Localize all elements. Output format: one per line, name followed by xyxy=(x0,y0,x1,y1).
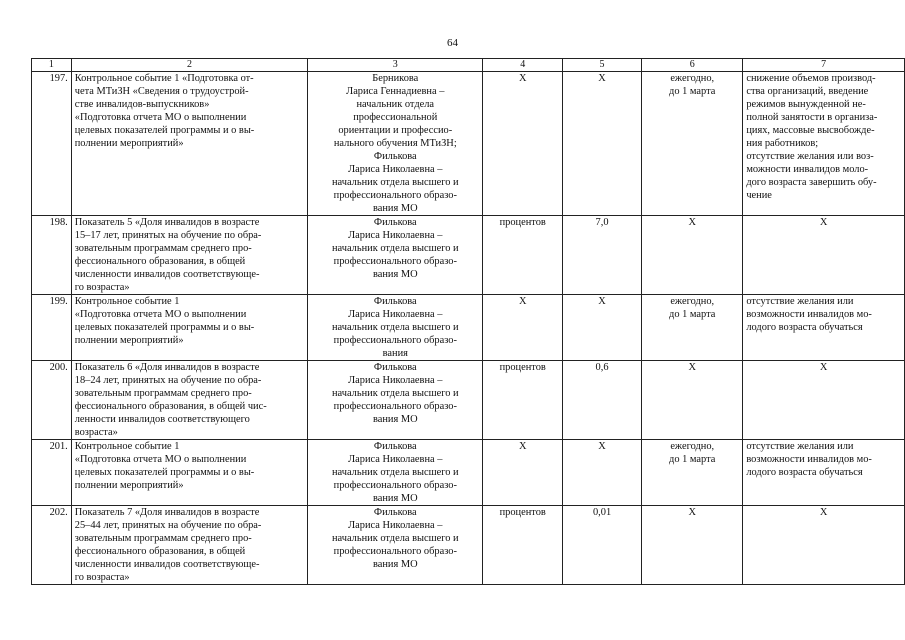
cell-text: начальник отдела xyxy=(356,99,435,110)
cell-text: 200. xyxy=(49,362,68,373)
event-cell xyxy=(71,72,307,216)
cell-text: полнении мероприятий» xyxy=(74,480,184,491)
unit-cell xyxy=(483,506,563,585)
responsible-cell xyxy=(308,295,483,361)
cell-text: 15–17 лет, принятых на обучение по обра- xyxy=(74,230,262,241)
row-number-cell xyxy=(32,440,72,506)
cell-text: целевых показателей программы и о вы- xyxy=(74,125,255,136)
cell-text: Показатель 5 «Доля инвалидов в возрасте xyxy=(74,217,260,228)
cell-text: Лариса Николаевна – xyxy=(348,230,443,241)
event-cell xyxy=(71,440,307,506)
cell-text: Филькова xyxy=(373,362,417,373)
term-cell xyxy=(642,295,743,361)
cell-text: профессиональной xyxy=(353,112,438,123)
cell-text: Лариса Николаевна – xyxy=(348,454,443,465)
cell-text: вания МО xyxy=(372,203,418,214)
header-cell: 2 xyxy=(71,59,307,72)
value-cell xyxy=(563,506,642,585)
table-row xyxy=(32,216,905,295)
cell-text: 198. xyxy=(49,217,68,228)
value-cell xyxy=(563,216,642,295)
term-cell xyxy=(642,216,743,295)
page-number: 64 xyxy=(447,37,458,49)
cell-text: Контрольное событие 1 xyxy=(74,296,180,307)
cell-text: 25–44 лет, принятых на обучение по обра- xyxy=(74,520,262,531)
unit-cell xyxy=(483,72,563,216)
cell-text: «Подготовка отчета МО о выполнении xyxy=(74,309,247,320)
cell-text: процентов xyxy=(499,362,546,373)
cell-text: фессионального образования, в общей xyxy=(74,256,246,267)
term-cell xyxy=(642,440,743,506)
cell-text: 199. xyxy=(49,296,68,307)
cell-text: стве инвалидов-выпускников» xyxy=(74,99,210,110)
cell-text: процентов xyxy=(499,217,546,228)
cell-text: начальник отдела высшего и xyxy=(331,322,459,333)
table-row xyxy=(32,295,905,361)
table-row xyxy=(32,72,905,216)
cell-text: Лариса Геннадиевна – xyxy=(346,86,445,97)
header-row xyxy=(32,59,905,72)
value-cell xyxy=(563,72,642,216)
term-cell xyxy=(642,506,743,585)
cell-text: «Подготовка отчета МО о выполнении xyxy=(74,112,247,123)
cell-text: фессионального образования, в общей xyxy=(74,546,246,557)
cell-text: численности инвалидов соответствующе- xyxy=(74,559,260,570)
cell-text: Лариса Николаевна – xyxy=(348,520,443,531)
cell-text: 197. xyxy=(49,73,68,84)
cell-text: Филькова xyxy=(373,217,417,228)
cell-text: Лариса Николаевна – xyxy=(348,375,443,386)
cell-text: Х xyxy=(518,73,527,84)
cell-text: Филькова xyxy=(373,151,417,162)
cell-text: профессионального образо- xyxy=(333,480,457,491)
cell-text: 0,01 xyxy=(592,507,612,518)
cell-text: целевых показателей программы и о вы- xyxy=(74,467,255,478)
cell-text: Х xyxy=(819,217,828,228)
row-number-cell xyxy=(32,72,72,216)
table-body xyxy=(32,72,905,585)
cell-text: Х xyxy=(688,362,696,373)
unit-cell xyxy=(483,295,563,361)
cell-text: лодого возраста обучаться xyxy=(746,322,863,333)
value-cell xyxy=(563,295,642,361)
cell-text: отсутствие желания или xyxy=(746,441,854,452)
risks-cell xyxy=(743,361,905,440)
unit-cell xyxy=(483,216,563,295)
cell-text: 0,6 xyxy=(595,362,609,373)
header-cell: 1 xyxy=(32,59,72,72)
cell-text: Филькова xyxy=(373,296,417,307)
program-table xyxy=(31,58,905,585)
value-cell xyxy=(563,440,642,506)
cell-text: Контрольное событие 1 «Подготовка от- xyxy=(74,73,254,84)
event-cell xyxy=(71,361,307,440)
header-cell: 4 xyxy=(483,59,563,72)
cell-text: до 1 марта xyxy=(669,86,716,97)
term-cell xyxy=(642,361,743,440)
row-number-cell xyxy=(32,361,72,440)
cell-text: полнении мероприятий» xyxy=(74,138,184,149)
cell-text: вания МО xyxy=(372,414,418,425)
cell-text: профессионального образо- xyxy=(333,190,457,201)
cell-text: начальник отдела высшего и xyxy=(331,177,459,188)
cell-text: начальник отдела высшего и xyxy=(331,467,459,478)
cell-text: Х xyxy=(518,441,527,452)
risks-cell xyxy=(743,72,905,216)
header-cell: 3 xyxy=(308,59,483,72)
cell-text: ния работников; xyxy=(746,138,819,149)
responsible-cell xyxy=(308,361,483,440)
cell-text: возможности инвалидов мо- xyxy=(746,309,872,320)
cell-text: Лариса Николаевна – xyxy=(348,164,443,175)
cell-text: зовательным программам среднего про- xyxy=(74,388,252,399)
cell-text: го возраста» xyxy=(74,572,130,583)
cell-text: отсутствие желания или xyxy=(746,296,854,307)
cell-text: Контрольное событие 1 xyxy=(74,441,180,452)
cell-text: фессионального образования, в общей чис- xyxy=(74,401,267,412)
risks-cell xyxy=(743,295,905,361)
cell-text: вания МО xyxy=(372,493,418,504)
cell-text: Филькова xyxy=(373,441,417,452)
cell-text: режимов вынужденной не- xyxy=(746,99,866,110)
row-number-cell xyxy=(32,216,72,295)
cell-text: зовательным программам среднего про- xyxy=(74,533,252,544)
cell-text: лодого возраста обучаться xyxy=(746,467,863,478)
unit-cell xyxy=(483,361,563,440)
responsible-cell xyxy=(308,440,483,506)
value-cell xyxy=(563,361,642,440)
cell-text: полнении мероприятий» xyxy=(74,335,184,346)
cell-text: начальник отдела высшего и xyxy=(331,243,459,254)
header-cell: 6 xyxy=(642,59,743,72)
cell-text: Х xyxy=(819,507,828,518)
cell-text: начальник отдела высшего и xyxy=(331,388,459,399)
table-row xyxy=(32,440,905,506)
cell-text: Х xyxy=(688,507,696,518)
cell-text: 18–24 лет, принятых на обучение по обра- xyxy=(74,375,262,386)
cell-text: Х xyxy=(598,441,606,452)
table-row xyxy=(32,506,905,585)
cell-text: Берникова xyxy=(372,73,419,84)
cell-text: можности инвалидов моло- xyxy=(746,164,869,175)
cell-text: Х xyxy=(518,296,527,307)
risks-cell xyxy=(743,440,905,506)
header-cell: 5 xyxy=(563,59,642,72)
responsible-cell xyxy=(308,506,483,585)
cell-text: 7,0 xyxy=(595,217,609,228)
cell-text: возможности инвалидов мо- xyxy=(746,454,872,465)
cell-text: ства организаций, введение xyxy=(746,86,869,97)
row-number-cell xyxy=(32,295,72,361)
cell-text: Лариса Николаевна – xyxy=(348,309,443,320)
cell-text: го возраста» xyxy=(74,282,130,293)
cell-text: начальник отдела высшего и xyxy=(331,533,459,544)
term-cell xyxy=(642,72,743,216)
cell-text: целевых показателей программы и о вы- xyxy=(74,322,255,333)
cell-text: чение xyxy=(746,190,772,201)
responsible-cell xyxy=(308,216,483,295)
cell-text: зовательным программам среднего про- xyxy=(74,243,252,254)
cell-text: Филькова xyxy=(373,507,417,518)
risks-cell xyxy=(743,216,905,295)
cell-text: чета МТиЗН «Сведения о трудоустрой- xyxy=(74,86,249,97)
cell-text: ежегодно, xyxy=(670,296,715,307)
cell-text: отсутствие желания или воз- xyxy=(746,151,874,162)
cell-text: профессионального образо- xyxy=(333,401,457,412)
cell-text: процентов xyxy=(499,507,546,518)
unit-cell xyxy=(483,440,563,506)
cell-text: Х xyxy=(598,73,606,84)
cell-text: профессионального образо- xyxy=(333,335,457,346)
event-cell xyxy=(71,216,307,295)
cell-text: дого возраста завершить обу- xyxy=(746,177,877,188)
row-number-cell xyxy=(32,506,72,585)
cell-text: профессионального образо- xyxy=(333,256,457,267)
event-cell xyxy=(71,295,307,361)
cell-text: ежегодно, xyxy=(670,441,715,452)
cell-text: численности инвалидов соответствующе- xyxy=(74,269,260,280)
cell-text: Х xyxy=(819,362,828,373)
cell-text: снижение объемов производ- xyxy=(746,73,876,84)
header-cell: 7 xyxy=(743,59,905,72)
responsible-cell xyxy=(308,72,483,216)
cell-text: ежегодно, xyxy=(670,73,715,84)
cell-text: профессионального образо- xyxy=(333,546,457,557)
cell-text: возраста» xyxy=(74,427,118,438)
risks-cell xyxy=(743,506,905,585)
cell-text: до 1 марта xyxy=(669,454,716,465)
cell-text: 202. xyxy=(49,507,68,518)
cell-text: циях, массовые высвобожде- xyxy=(746,125,875,136)
cell-text: до 1 марта xyxy=(669,309,716,320)
cell-text: Показатель 6 «Доля инвалидов в возрасте xyxy=(74,362,260,373)
cell-text: полной занятости в организа- xyxy=(746,112,878,123)
cell-text: ленности инвалидов соответствующего xyxy=(74,414,250,425)
cell-text: ориентации и профессио- xyxy=(338,125,453,136)
cell-text: Х xyxy=(688,217,696,228)
cell-text: Х xyxy=(598,296,606,307)
cell-text: нального обучения МТиЗН; xyxy=(333,138,457,149)
cell-text: вания МО xyxy=(372,269,418,280)
cell-text: 201. xyxy=(49,441,68,452)
cell-text: вания МО xyxy=(372,559,418,570)
cell-text: вания xyxy=(382,348,408,359)
event-cell xyxy=(71,506,307,585)
table-row xyxy=(32,361,905,440)
cell-text: «Подготовка отчета МО о выполнении xyxy=(74,454,247,465)
cell-text: Показатель 7 «Доля инвалидов в возрасте xyxy=(74,507,260,518)
